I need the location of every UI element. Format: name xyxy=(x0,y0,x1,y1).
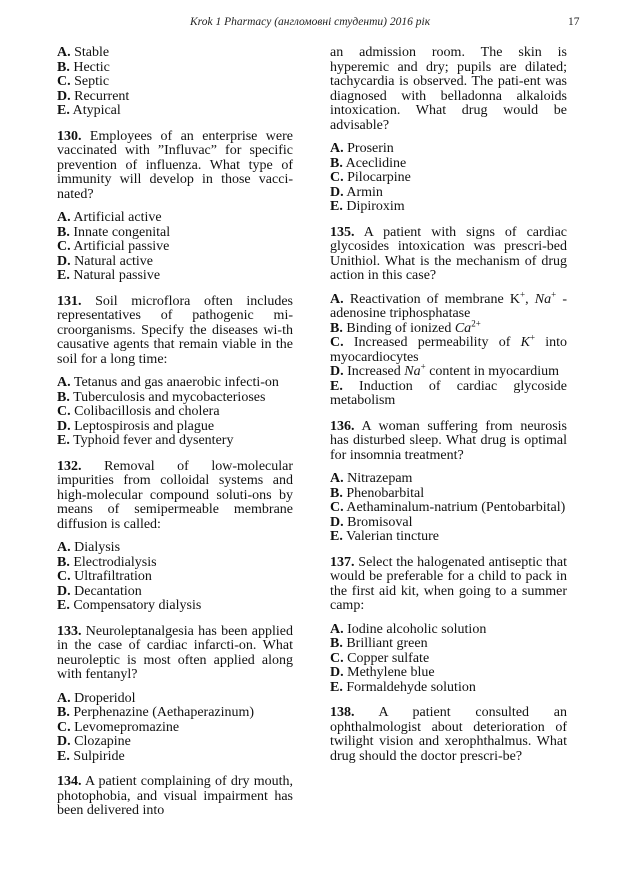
question-130 xyxy=(57,130,293,203)
q137-option-e[interactable]: E. Formaldehyde solution xyxy=(330,679,476,695)
q131-option-e[interactable]: E. Typhoid fever and dysentery xyxy=(57,433,234,448)
question-text: A woman suffering from neurosis has disturbed sleep. What drug is optimal for insomnia treatment? xyxy=(330,418,567,463)
q131-option-d[interactable]: D. Leptospirosis and plague xyxy=(57,418,215,434)
q133-option-a[interactable]: A. Droperidol xyxy=(57,690,136,706)
question-text: Soil microflora often includes representatives of pathogenic mi-croorganisms. Specify the diseases wi-th causative agents that remain viable in the soil for a long time: xyxy=(57,293,293,367)
q132-option-d[interactable]: D. Decantation xyxy=(57,583,142,599)
q136-option-b[interactable]: B. Phenobarbital xyxy=(330,485,425,501)
q137-option-a[interactable]: A. Iodine alcoholic solution xyxy=(330,621,487,637)
q135-option-e[interactable]: E. Induction of cardiac glycoside metabolism xyxy=(330,378,568,408)
q135-option-c[interactable]: C. Increased permeability of K+ into myocardiocytes xyxy=(330,332,568,365)
q134-option-d[interactable]: D. Armin xyxy=(330,184,383,200)
q130-options xyxy=(57,211,293,284)
question-134 xyxy=(57,775,293,819)
question-134-continued xyxy=(330,46,567,133)
q133-option-b[interactable]: B. Perphenazine (Aethaperazinum) xyxy=(57,705,255,720)
q131-option-b[interactable]: B. Tuberculosis and mycobacterioses xyxy=(57,389,266,405)
question-text: A patient consulted an ophthalmologist about deterioration of twilight vision and xerophthalmus. What drug should the doctor prescri-be? xyxy=(330,705,567,764)
q135-option-d[interactable]: D. Increased Na+ content in myocardium xyxy=(330,361,560,379)
q134-option-a[interactable]: A. Proserin xyxy=(330,141,394,156)
question-number: 134. xyxy=(57,774,82,789)
right-column xyxy=(330,46,567,764)
question-133 xyxy=(57,625,293,683)
q130-option-c[interactable]: C. Artificial passive xyxy=(57,239,170,254)
q133-option-e[interactable]: E. Sulpiride xyxy=(57,748,125,764)
q132-option-c[interactable]: C. Ultrafiltration xyxy=(57,569,152,584)
header-title: Krok 1 Pharmacy (англомовні студенти) 2016 рік xyxy=(190,16,431,28)
q137-option-b[interactable]: B. Brilliant green xyxy=(330,636,428,651)
question-135 xyxy=(330,226,567,284)
question-number: 138. xyxy=(330,705,355,720)
question-137 xyxy=(330,556,567,614)
q129-option-d[interactable]: D. Recurrent xyxy=(57,88,130,104)
question-number: 130. xyxy=(57,128,82,144)
q136-option-e[interactable]: E. Valerian tincture xyxy=(330,529,439,544)
question-number: 136. xyxy=(330,418,355,434)
q134-option-c[interactable]: C. Pilocarpine xyxy=(330,170,411,185)
q136-option-d[interactable]: D. Bromisoval xyxy=(330,514,413,530)
q130-option-e[interactable]: E. Natural passive xyxy=(57,268,161,283)
question-number: 132. xyxy=(57,458,82,474)
q132-option-b[interactable]: B. Electrodialysis xyxy=(57,554,157,570)
question-text: Removal of low-molecular impurities from colloidal systems and high-molecular compound soluti-ons by means of semipermeable membrane diffusion is called: xyxy=(57,458,294,532)
question-136 xyxy=(330,420,567,464)
question-text: an admission room. The skin is hyperemic and dry; pupils are dilated; tachycardia is observed. The pati-ent was diagnosed with belladonna alkaloids intoxication. What drug would be advisable? xyxy=(330,45,567,133)
q135-option-b[interactable]: B. Binding of ionized $Ca^{2+}$ xyxy=(330,317,481,336)
q137-options xyxy=(330,623,567,696)
q134-option-b[interactable]: B. Aceclidine xyxy=(330,155,407,171)
q129-option-c[interactable]: C. Septic xyxy=(57,74,110,89)
q134-option-e[interactable]: E. Dipiroxim xyxy=(330,199,405,214)
left-column xyxy=(57,46,293,819)
q130-option-a[interactable]: A. Artificial active xyxy=(57,210,162,225)
q136-option-c[interactable]: C. Aethaminalum-natrium (Pentobarbital) xyxy=(330,500,566,515)
q131-options xyxy=(57,376,293,449)
q131-option-a[interactable]: A. Tetanus and gas anaerobic infecti-on xyxy=(57,375,279,390)
q135-options xyxy=(330,288,568,409)
q130-option-d[interactable]: D. Natural active xyxy=(57,253,154,269)
question-number: 131. xyxy=(57,293,82,309)
q129-option-e[interactable]: E. Atypical xyxy=(57,103,121,118)
q136-option-a[interactable]: A. Nitrazepam xyxy=(330,471,413,486)
q136-options xyxy=(330,472,567,545)
question-131 xyxy=(57,295,293,368)
q134-options xyxy=(330,142,567,215)
question-text: A patient with signs of cardiac glycosides intoxication was prescri-bed Unithiol. What is the mechanism of drug action in this case? xyxy=(330,224,567,283)
page-number: 17 xyxy=(568,16,580,28)
question-text: Employees of an enterprise were vaccinated with ”Influvac” for specific prevention of influenza. What type of immunity will develop in those vacci-nated? xyxy=(57,128,293,202)
page-header xyxy=(0,16,638,36)
q133-option-d[interactable]: D. Clozapine xyxy=(57,734,131,749)
question-text: Neuroleptanalgesia has been applied in the case of cardiac infarcti-on. What neuroleptic is most often applied along with fentanyl? xyxy=(57,623,294,682)
q129-option-a[interactable]: A. Stable xyxy=(57,45,110,60)
q135-option-a[interactable]: A. Reactivation of membrane K+, Na+ -adenosine triphosphatase xyxy=(330,288,568,321)
question-number: 135. xyxy=(330,224,355,240)
q129-options xyxy=(57,46,293,119)
q133-options xyxy=(57,692,293,765)
q132-option-a[interactable]: A. Dialysis xyxy=(57,540,121,555)
q137-option-d[interactable]: D. Methylene blue xyxy=(330,665,435,680)
q130-option-b[interactable]: B. Innate congenital xyxy=(57,224,171,240)
question-number: 137. xyxy=(330,554,355,570)
q129-option-b[interactable]: B. Hectic xyxy=(57,59,110,75)
q131-option-c[interactable]: C. Colibacillosis and cholera xyxy=(57,404,220,419)
q137-option-c[interactable]: C. Copper sulfate xyxy=(330,650,430,666)
q132-options xyxy=(57,541,293,614)
question-132 xyxy=(57,460,293,533)
question-138 xyxy=(330,706,567,764)
question-text: Select the halogenated antiseptic that would be preferable for a child to pack in the first aid kit, when going to a summer camp: xyxy=(330,554,567,613)
q132-option-e[interactable]: E. Compensatory dialysis xyxy=(57,598,202,613)
question-text: A patient complaining of dry mouth, photophobia, and visual impairment has been delivered into xyxy=(57,774,293,818)
question-number: 133. xyxy=(57,623,82,639)
q133-option-c[interactable]: C. Levomepromazine xyxy=(57,719,180,735)
